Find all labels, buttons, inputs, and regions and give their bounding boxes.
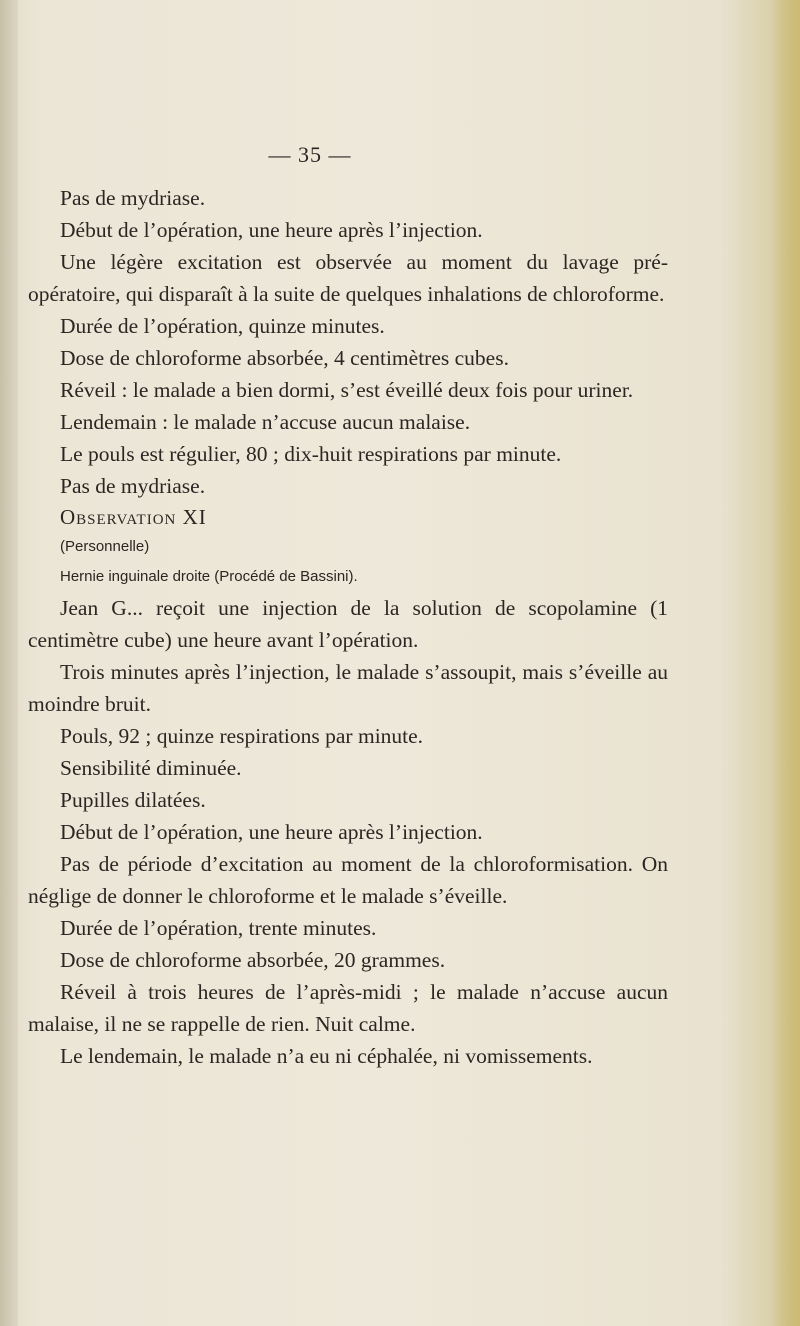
- paragraph: Pas de mydriase.: [60, 186, 206, 210]
- paragraph: Durée de l’opération, quinze minutes.: [60, 314, 385, 338]
- observation-subtitle: (Personnelle): [60, 538, 150, 555]
- observation-description: Hernie inguinale droite (Procédé de Bassini).: [60, 568, 358, 585]
- paragraph: Début de l’opération, une heure après l’injection.: [60, 218, 483, 242]
- paragraph: Pouls, 92 ; quinze respirations par minute.: [60, 724, 424, 748]
- paragraph: Durée de l’opération, trente minutes.: [60, 916, 377, 940]
- paragraph: Pas de période d’excitation au moment de la chloroformisation. On néglige de donner le chloroforme et le malade s’éveille.: [28, 852, 668, 908]
- observation-title: Observation XI: [60, 505, 207, 529]
- paragraph: Pupilles dilatées.: [60, 788, 206, 812]
- paragraph: Une légère excitation est observée au moment du lavage pré-opératoire, qui disparaît à la suite de quelques inhalations de chloroforme.: [28, 250, 668, 306]
- paragraph: Trois minutes après l’injection, le malade s’assoupit, mais s’éveille au moindre bruit.: [28, 660, 668, 716]
- paragraph: Dose de chloroforme absorbée, 4 centimètres cubes.: [60, 346, 509, 370]
- body-text: [28, 182, 668, 1072]
- paragraph: Réveil à trois heures de l’après-midi ; le malade n’accuse aucun malaise, il ne se rappelle de rien. Nuit calme.: [28, 980, 668, 1036]
- paragraph: Début de l’opération, une heure après l’injection.: [60, 820, 483, 844]
- page-number: — 35 —: [268, 142, 352, 167]
- paragraph: Jean G... reçoit une injection de la solution de scopolamine (1 centimètre cube) une heure avant l’opération.: [28, 596, 668, 652]
- paragraph: Pas de mydriase.: [60, 474, 206, 498]
- paragraph: Le lendemain, le malade n’a eu ni céphalée, ni vomissements.: [60, 1044, 593, 1068]
- paragraph: Lendemain : le malade n’accuse aucun malaise.: [60, 410, 471, 434]
- page-binding-edge: [0, 0, 18, 1326]
- paragraph: Le pouls est régulier, 80 ; dix-huit respirations par minute.: [60, 442, 562, 466]
- paragraph: Réveil : le malade a bien dormi, s’est éveillé deux fois pour uriner.: [60, 378, 634, 402]
- paragraph: Dose de chloroforme absorbée, 20 grammes.: [60, 948, 446, 972]
- page-stained-edge: [770, 0, 800, 1326]
- paragraph: Sensibilité diminuée.: [60, 756, 242, 780]
